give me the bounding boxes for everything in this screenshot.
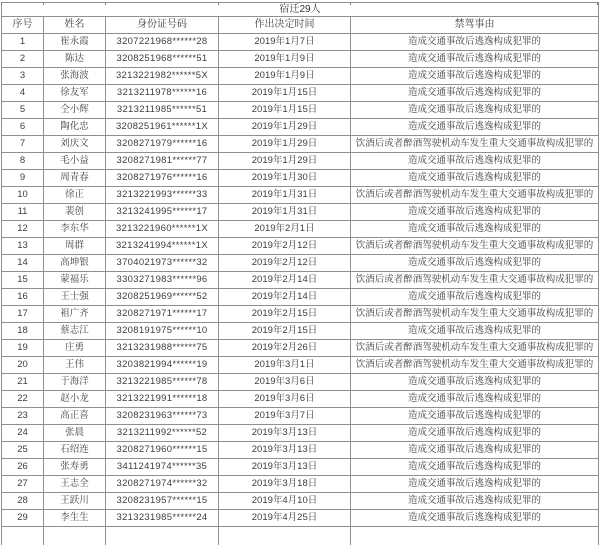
cell-seq: 24 xyxy=(2,425,44,442)
cell-name: 庄勇 xyxy=(44,340,106,357)
cell-date: 2019年1月29日 xyxy=(219,153,351,170)
cell-reason: 造成交通事故后逃逸构成犯罪的 xyxy=(351,323,599,340)
cell-id: 3208191975******10 xyxy=(106,323,219,340)
cell-date: 2019年2月12日 xyxy=(219,238,351,255)
cell-name: 徐友军 xyxy=(44,85,106,102)
cell-id: 3203821994******19 xyxy=(106,357,219,374)
cell-date: 2019年1月15日 xyxy=(219,102,351,119)
cell-reason: 饮酒后或者醉酒驾驶机动车发生重大交通事故构成犯罪的 xyxy=(351,136,599,153)
cell-date: 2019年4月10日 xyxy=(219,493,351,510)
column-header-reason: 禁驾事由 xyxy=(351,17,599,34)
crop-remnant-border xyxy=(43,2,44,5)
column-header-seq: 序号 xyxy=(2,17,44,34)
cell-name: 王跃川 xyxy=(44,493,106,510)
cell-id: 3207221968******28 xyxy=(106,34,219,51)
cell-reason: 造成交通事故后逃逸构成犯罪的 xyxy=(351,425,599,442)
table-title-row xyxy=(2,3,599,17)
cell-seq: 13 xyxy=(2,238,44,255)
table-header-row xyxy=(2,17,599,34)
cell-id: 3208271976******16 xyxy=(106,170,219,187)
cell-id: 3213231988******75 xyxy=(106,340,219,357)
cell-id: 3208251961******1X xyxy=(106,119,219,136)
cell-id: 3208271979******16 xyxy=(106,136,219,153)
cell-reason: 饮酒后或者醉酒驾驶机动车发生重大交通事故构成犯罪的 xyxy=(351,187,599,204)
cell-id: 3208271981******77 xyxy=(106,153,219,170)
table-row xyxy=(2,170,599,187)
table-row xyxy=(2,85,599,102)
table-row xyxy=(2,34,599,51)
cell-name: 周群 xyxy=(44,238,106,255)
cell-date: 2019年1月15日 xyxy=(219,85,351,102)
cell-date: 2019年3月7日 xyxy=(219,408,351,425)
cell-id: 3208251969******52 xyxy=(106,289,219,306)
cell-seq: 28 xyxy=(2,493,44,510)
cell-name: 裴创 xyxy=(44,204,106,221)
column-header-date: 作出决定时间 xyxy=(219,17,351,34)
table-body xyxy=(2,34,599,527)
cell-reason: 造成交通事故后逃逸构成犯罪的 xyxy=(351,68,599,85)
cell-seq: 2 xyxy=(2,51,44,68)
cell-date: 2019年2月14日 xyxy=(219,272,351,289)
cell-date: 2019年2月14日 xyxy=(219,289,351,306)
cell-seq: 23 xyxy=(2,408,44,425)
table-row xyxy=(2,153,599,170)
table-row xyxy=(2,408,599,425)
cell-seq: 14 xyxy=(2,255,44,272)
cell-name: 王伟 xyxy=(44,357,106,374)
cell-date: 2019年3月6日 xyxy=(219,391,351,408)
cell-reason: 造成交通事故后逃逸构成犯罪的 xyxy=(351,510,599,527)
cell-name: 于海洋 xyxy=(44,374,106,391)
cell-reason: 饮酒后或者醉酒驾驶机动车发生重大交通事故构成犯罪的 xyxy=(351,272,599,289)
cell-id: 3213221960******1X xyxy=(106,221,219,238)
cell-reason: 造成交通事故后逃逸构成犯罪的 xyxy=(351,408,599,425)
cell-id: 3208271960******15 xyxy=(106,442,219,459)
cell-id: 3411241974******35 xyxy=(106,459,219,476)
table-row xyxy=(2,221,599,238)
cell-id: 3213231985******24 xyxy=(106,510,219,527)
cell-name: 王志全 xyxy=(44,476,106,493)
cell-reason: 造成交通事故后逃逸构成犯罪的 xyxy=(351,170,599,187)
cell-name: 陶化忠 xyxy=(44,119,106,136)
cell-name: 周青春 xyxy=(44,170,106,187)
cell-seq: 27 xyxy=(2,476,44,493)
cell-id: 3213221982******5X xyxy=(106,68,219,85)
crop-remnant-border xyxy=(105,2,106,5)
table-row xyxy=(2,289,599,306)
cell-seq: 25 xyxy=(2,442,44,459)
table-row xyxy=(2,391,599,408)
cell-seq: 12 xyxy=(2,221,44,238)
table-row xyxy=(2,51,599,68)
cell-seq: 4 xyxy=(2,85,44,102)
table-row xyxy=(2,204,599,221)
cell-date: 2019年3月1日 xyxy=(219,357,351,374)
table-row xyxy=(2,306,599,323)
cell-name: 张海波 xyxy=(44,68,106,85)
table-row xyxy=(2,238,599,255)
cell-seq: 6 xyxy=(2,119,44,136)
cell-seq: 1 xyxy=(2,34,44,51)
cell-reason: 造成交通事故后逃逸构成犯罪的 xyxy=(351,204,599,221)
crop-remnant-border xyxy=(218,2,219,5)
cell-name: 崔永霞 xyxy=(44,34,106,51)
cell-date: 2019年1月29日 xyxy=(219,119,351,136)
cell-date: 2019年3月6日 xyxy=(219,374,351,391)
cell-id: 3213221985******78 xyxy=(106,374,219,391)
cell-date: 2019年3月13日 xyxy=(219,442,351,459)
cell-id: 3704021973******32 xyxy=(106,255,219,272)
cell-reason: 造成交通事故后逃逸构成犯罪的 xyxy=(351,102,599,119)
cell-date: 2019年1月7日 xyxy=(219,34,351,51)
crop-remnant-border xyxy=(597,2,598,5)
cell-reason: 造成交通事故后逃逸构成犯罪的 xyxy=(351,85,599,102)
driving-ban-list-sheet xyxy=(0,2,600,555)
cell-name: 祖广齐 xyxy=(44,306,106,323)
cell-id: 3208231963******73 xyxy=(106,408,219,425)
cell-seq: 17 xyxy=(2,306,44,323)
driving-ban-table xyxy=(1,2,599,545)
cell-date: 2019年4月25日 xyxy=(219,510,351,527)
cell-reason: 造成交通事故后逃逸构成犯罪的 xyxy=(351,374,599,391)
cell-id: 3208251968******51 xyxy=(106,51,219,68)
cell-seq: 7 xyxy=(2,136,44,153)
cell-name: 刘庆文 xyxy=(44,136,106,153)
cell-reason: 饮酒后或者醉酒驾驶机动车发生重大交通事故构成犯罪的 xyxy=(351,238,599,255)
table-row xyxy=(2,442,599,459)
cell-id: 3208231957******15 xyxy=(106,493,219,510)
column-header-id: 身份证号码 xyxy=(106,17,219,34)
cell-name: 蔡志江 xyxy=(44,323,106,340)
cell-id: 3303271983******96 xyxy=(106,272,219,289)
table-row xyxy=(2,510,599,527)
cell-reason: 造成交通事故后逃逸构成犯罪的 xyxy=(351,289,599,306)
cell-id: 3213221993******33 xyxy=(106,187,219,204)
cell-date: 2019年1月31日 xyxy=(219,204,351,221)
table-row xyxy=(2,68,599,85)
cell-date: 2019年1月9日 xyxy=(219,51,351,68)
cell-reason: 造成交通事故后逃逸构成犯罪的 xyxy=(351,255,599,272)
table-row xyxy=(2,374,599,391)
cell-name: 石绍连 xyxy=(44,442,106,459)
cell-id: 3213211978******16 xyxy=(106,85,219,102)
table-row xyxy=(2,425,599,442)
cell-seq: 16 xyxy=(2,289,44,306)
cell-date: 2019年2月12日 xyxy=(219,255,351,272)
cell-seq: 9 xyxy=(2,170,44,187)
cell-date: 2019年3月18日 xyxy=(219,476,351,493)
cell-id: 3213241995******17 xyxy=(106,204,219,221)
cell-name: 张晨 xyxy=(44,425,106,442)
cell-name: 高正喜 xyxy=(44,408,106,425)
table-row xyxy=(2,272,599,289)
cell-seq: 18 xyxy=(2,323,44,340)
table-row xyxy=(2,459,599,476)
cell-reason: 造成交通事故后逃逸构成犯罪的 xyxy=(351,51,599,68)
cell-reason: 造成交通事故后逃逸构成犯罪的 xyxy=(351,442,599,459)
cell-name: 毛小益 xyxy=(44,153,106,170)
cell-date: 2019年1月31日 xyxy=(219,187,351,204)
table-title: 宿迁29人 xyxy=(2,3,599,17)
cell-date: 2019年1月29日 xyxy=(219,136,351,153)
partial-cropped-row xyxy=(2,527,599,546)
cell-reason: 饮酒后或者醉酒驾驶机动车发生重大交通事故构成犯罪的 xyxy=(351,306,599,323)
cell-seq: 3 xyxy=(2,68,44,85)
table-row xyxy=(2,493,599,510)
cell-name: 蒙福乐 xyxy=(44,272,106,289)
cell-date: 2019年3月13日 xyxy=(219,425,351,442)
cell-date: 2019年3月13日 xyxy=(219,459,351,476)
cell-seq: 20 xyxy=(2,357,44,374)
cell-id: 3213211985******51 xyxy=(106,102,219,119)
cell-date: 2019年1月9日 xyxy=(219,68,351,85)
cell-id: 3213221991******18 xyxy=(106,391,219,408)
cell-reason: 造成交通事故后逃逸构成犯罪的 xyxy=(351,34,599,51)
cell-id: 3213241994******1X xyxy=(106,238,219,255)
cell-date: 2019年1月30日 xyxy=(219,170,351,187)
cell-id: 3208271974******32 xyxy=(106,476,219,493)
cell-date: 2019年2月26日 xyxy=(219,340,351,357)
cell-name: 李生生 xyxy=(44,510,106,527)
cell-seq: 15 xyxy=(2,272,44,289)
cell-seq: 29 xyxy=(2,510,44,527)
table-row xyxy=(2,340,599,357)
cell-reason: 饮酒后或者醉酒驾驶机动车发生重大交通事故构成犯罪的 xyxy=(351,357,599,374)
table-row xyxy=(2,476,599,493)
table-row xyxy=(2,136,599,153)
cell-reason: 造成交通事故后逃逸构成犯罪的 xyxy=(351,493,599,510)
cell-reason: 造成交通事故后逃逸构成犯罪的 xyxy=(351,459,599,476)
cell-seq: 21 xyxy=(2,374,44,391)
cell-date: 2019年2月15日 xyxy=(219,306,351,323)
cell-seq: 8 xyxy=(2,153,44,170)
table-row xyxy=(2,119,599,136)
cell-seq: 5 xyxy=(2,102,44,119)
cell-name: 王士强 xyxy=(44,289,106,306)
crop-remnant-border xyxy=(1,2,2,5)
column-header-name: 姓名 xyxy=(44,17,106,34)
cell-name: 李东华 xyxy=(44,221,106,238)
cell-reason: 造成交通事故后逃逸构成犯罪的 xyxy=(351,391,599,408)
crop-remnant-border xyxy=(350,2,351,5)
cell-name: 高坤银 xyxy=(44,255,106,272)
cell-seq: 11 xyxy=(2,204,44,221)
cell-reason: 造成交通事故后逃逸构成犯罪的 xyxy=(351,476,599,493)
cell-seq: 19 xyxy=(2,340,44,357)
cell-seq: 22 xyxy=(2,391,44,408)
table-row xyxy=(2,323,599,340)
cell-reason: 造成交通事故后逃逸构成犯罪的 xyxy=(351,153,599,170)
cell-date: 2019年2月1日 xyxy=(219,221,351,238)
cell-id: 3208271971******17 xyxy=(106,306,219,323)
cell-date: 2019年2月15日 xyxy=(219,323,351,340)
table-row xyxy=(2,187,599,204)
cell-reason: 饮酒后或者醉酒驾驶机动车发生重大交通事故构成犯罪的 xyxy=(351,340,599,357)
cell-id: 3213211992******52 xyxy=(106,425,219,442)
cell-name: 陈达 xyxy=(44,51,106,68)
table-row xyxy=(2,102,599,119)
cell-name: 仝小辉 xyxy=(44,102,106,119)
cell-reason: 造成交通事故后逃逸构成犯罪的 xyxy=(351,119,599,136)
cell-name: 张寿勇 xyxy=(44,459,106,476)
cell-name: 赵小龙 xyxy=(44,391,106,408)
cell-name: 徐正 xyxy=(44,187,106,204)
table-row xyxy=(2,357,599,374)
cell-seq: 26 xyxy=(2,459,44,476)
cell-seq: 10 xyxy=(2,187,44,204)
table-row xyxy=(2,255,599,272)
cell-reason: 造成交通事故后逃逸构成犯罪的 xyxy=(351,221,599,238)
